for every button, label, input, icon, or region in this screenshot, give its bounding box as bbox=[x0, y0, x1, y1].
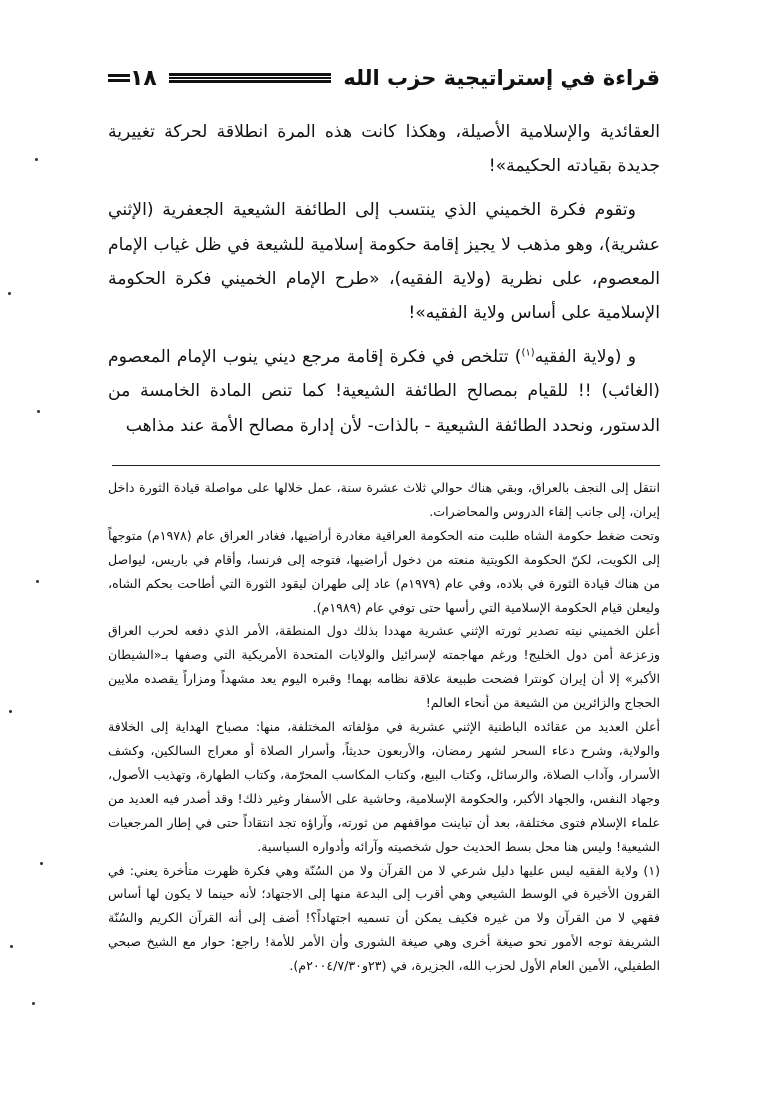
footnote-1: انتقل إلى النجف بالعراق، وبقي هناك حوالي ثلاث عشرة سنة، عمل خلالها على مواصلة قيادة الثورة داخل إيران، إلى جانب إلقاء الدروس والمحاضرات. bbox=[108, 480, 660, 519]
margin-speck bbox=[36, 580, 39, 583]
margin-speck bbox=[10, 945, 13, 948]
header-dash-ornament bbox=[108, 74, 130, 82]
paragraph-2: وتقوم فكرة الخميني الذي ينتسب إلى الطائفة الشيعية الجعفرية (الإثني عشرية)، وهو مذهب لا يجيز إقامة حكومة إسلامية للشيعة في ظل غياب الإمام المعصوم، على نظرية (ولاية الفقيه)، «طرح الإمام الخميني فكرة الحكومة الإسلامية على أساس ولاية الفقيه»! bbox=[108, 200, 660, 324]
margin-speck bbox=[8, 292, 11, 295]
footnotes bbox=[108, 476, 660, 978]
paragraph-3-start: و (ولاية الفقيه bbox=[534, 347, 636, 368]
paragraph-1: العقائدية والإسلامية الأصيلة، وهكذا كانت هذه المرة انطلاقة لحركة تغييرية جديدة بقيادته الحكيمة»! bbox=[108, 122, 660, 177]
paragraph-3 bbox=[108, 340, 660, 443]
footnote-2: وتحت ضغط حكومة الشاه طلبت منه الحكومة العراقية مغادرة أراضيها، فغادر العراق عام (١٩٧٨م) متوجهاً إلى الكويت، لكنّ الحكومة الكويتية منعته من دخول أراضيها، فتوجه إلى فرنسا، وأقام في باريس، ليواصل من هناك قيادة الثورة في بلاده، وفي عام (١٩٧٩م) عاد إلى طهران ليقود الثورة التي أطاحت بحكم الشاه، وليعلن قيام الحكومة الإسلامية التي رأسها حتى توفي عام (١٩٨٩م). bbox=[108, 527, 661, 615]
paragraph-3-end: ) تتلخص في فكرة إقامة مرجع ديني ينوب الإمام المعصوم (الغائب) !! للقيام بمصالح الطائفة الشيعية! كما تنص المادة الخامسة من الدستور، ونحدد الطائفة الشيعية - بالذات- لأن إدارة مصالح الأمة عند مذاهب bbox=[108, 347, 660, 436]
running-header bbox=[100, 58, 660, 98]
footnote-ref-1: (١) bbox=[521, 347, 535, 359]
running-header-title: قراءة في إستراتيجية حزب الله bbox=[343, 66, 660, 90]
margin-speck bbox=[37, 410, 40, 413]
margin-speck bbox=[9, 710, 12, 713]
footnote-5: (١) ولاية الفقيه ليس عليها دليل شرعي لا من القرآن ولا من السُنّة وهي فكرة ظهرت متأخرة يعني: في القرون الأخيرة في الوسط الشيعي وهي أقرب إلى البدعة منها إلى الاجتهاد؛ لأنه حينما لا يكون لها أساس فقهي لا من القرآن ولا من غيره فكيف يمكن أن تسميه اجتهاداً؟! أضف إلى أنه القرآن الكريم والسُنّة الشريفة توجه الأمور نحو صيغة أخرى وهي صيغة الشورى وأن الأمر للأمة! راجع: حوار مع الشيخ صبحي الطفيلي، الأمين العام الأول لحزب الله، الجزيرة، في (٢٣و٢٠٠٤/٧/٣٠م). bbox=[108, 862, 660, 974]
margin-speck bbox=[35, 158, 38, 161]
header-decorative-rule bbox=[169, 73, 331, 83]
margin-speck bbox=[32, 1002, 35, 1005]
margin-speck bbox=[40, 862, 43, 865]
footnote-3: أعلن الخميني نيته تصدير ثورته الإثني عشرية مهددا بذلك دول المنطقة، الأمر الذي دفعه لحرب العراق وزعزعة أمن دول الخليج! ورغم مهاجمته لإسرائيل والولايات المتحدة الأمريكية التي وصفها بـ«الشيطان الأكبر» إلا أن إيران كونترا فضحت طبيعة علاقة نظامه بهما! وقبره اليوم يعد مشهداً ومزاراً يقصده ملايين الحجاج والزائرين من الشيعة من أنحاء العالم! bbox=[108, 623, 660, 711]
footnote-separator bbox=[112, 465, 660, 466]
page-number: ١٨ bbox=[130, 65, 157, 91]
main-text bbox=[108, 115, 660, 443]
footnote-4: أعلن العديد من عقائده الباطنية الإثني عشرية في مؤلفاته المختلفة، منها: مصباح الهداية إلى الخلافة والولاية، وشرح دعاء السحر لشهر رمضان، والأربعون حديثاً، وأسرار الصلاة أو معراج السالكين، وكشف الأسرار، وآداب الصلاة، والرسائل، وكتاب البيع، وكتاب المكاسب المحرّمة، وكتاب الطهارة، وتهذيب الأصول، وجهاد النفس، والجهاد الأكبر، والحكومة الإسلامية، وحاشية على الأسفار وغير ذلك! وقد أصدر فيه العديد من علماء الإسلام فتوى مختلفة، بعد أن تباينت مواقفهم من ثورته، وآراؤه تجد انتقاداً حتى في إطار المرجعيات الشيعية! وليس هنا محل بسط الحديث حول شخصيته وآرائه وأدواره السياسية. bbox=[108, 719, 660, 854]
